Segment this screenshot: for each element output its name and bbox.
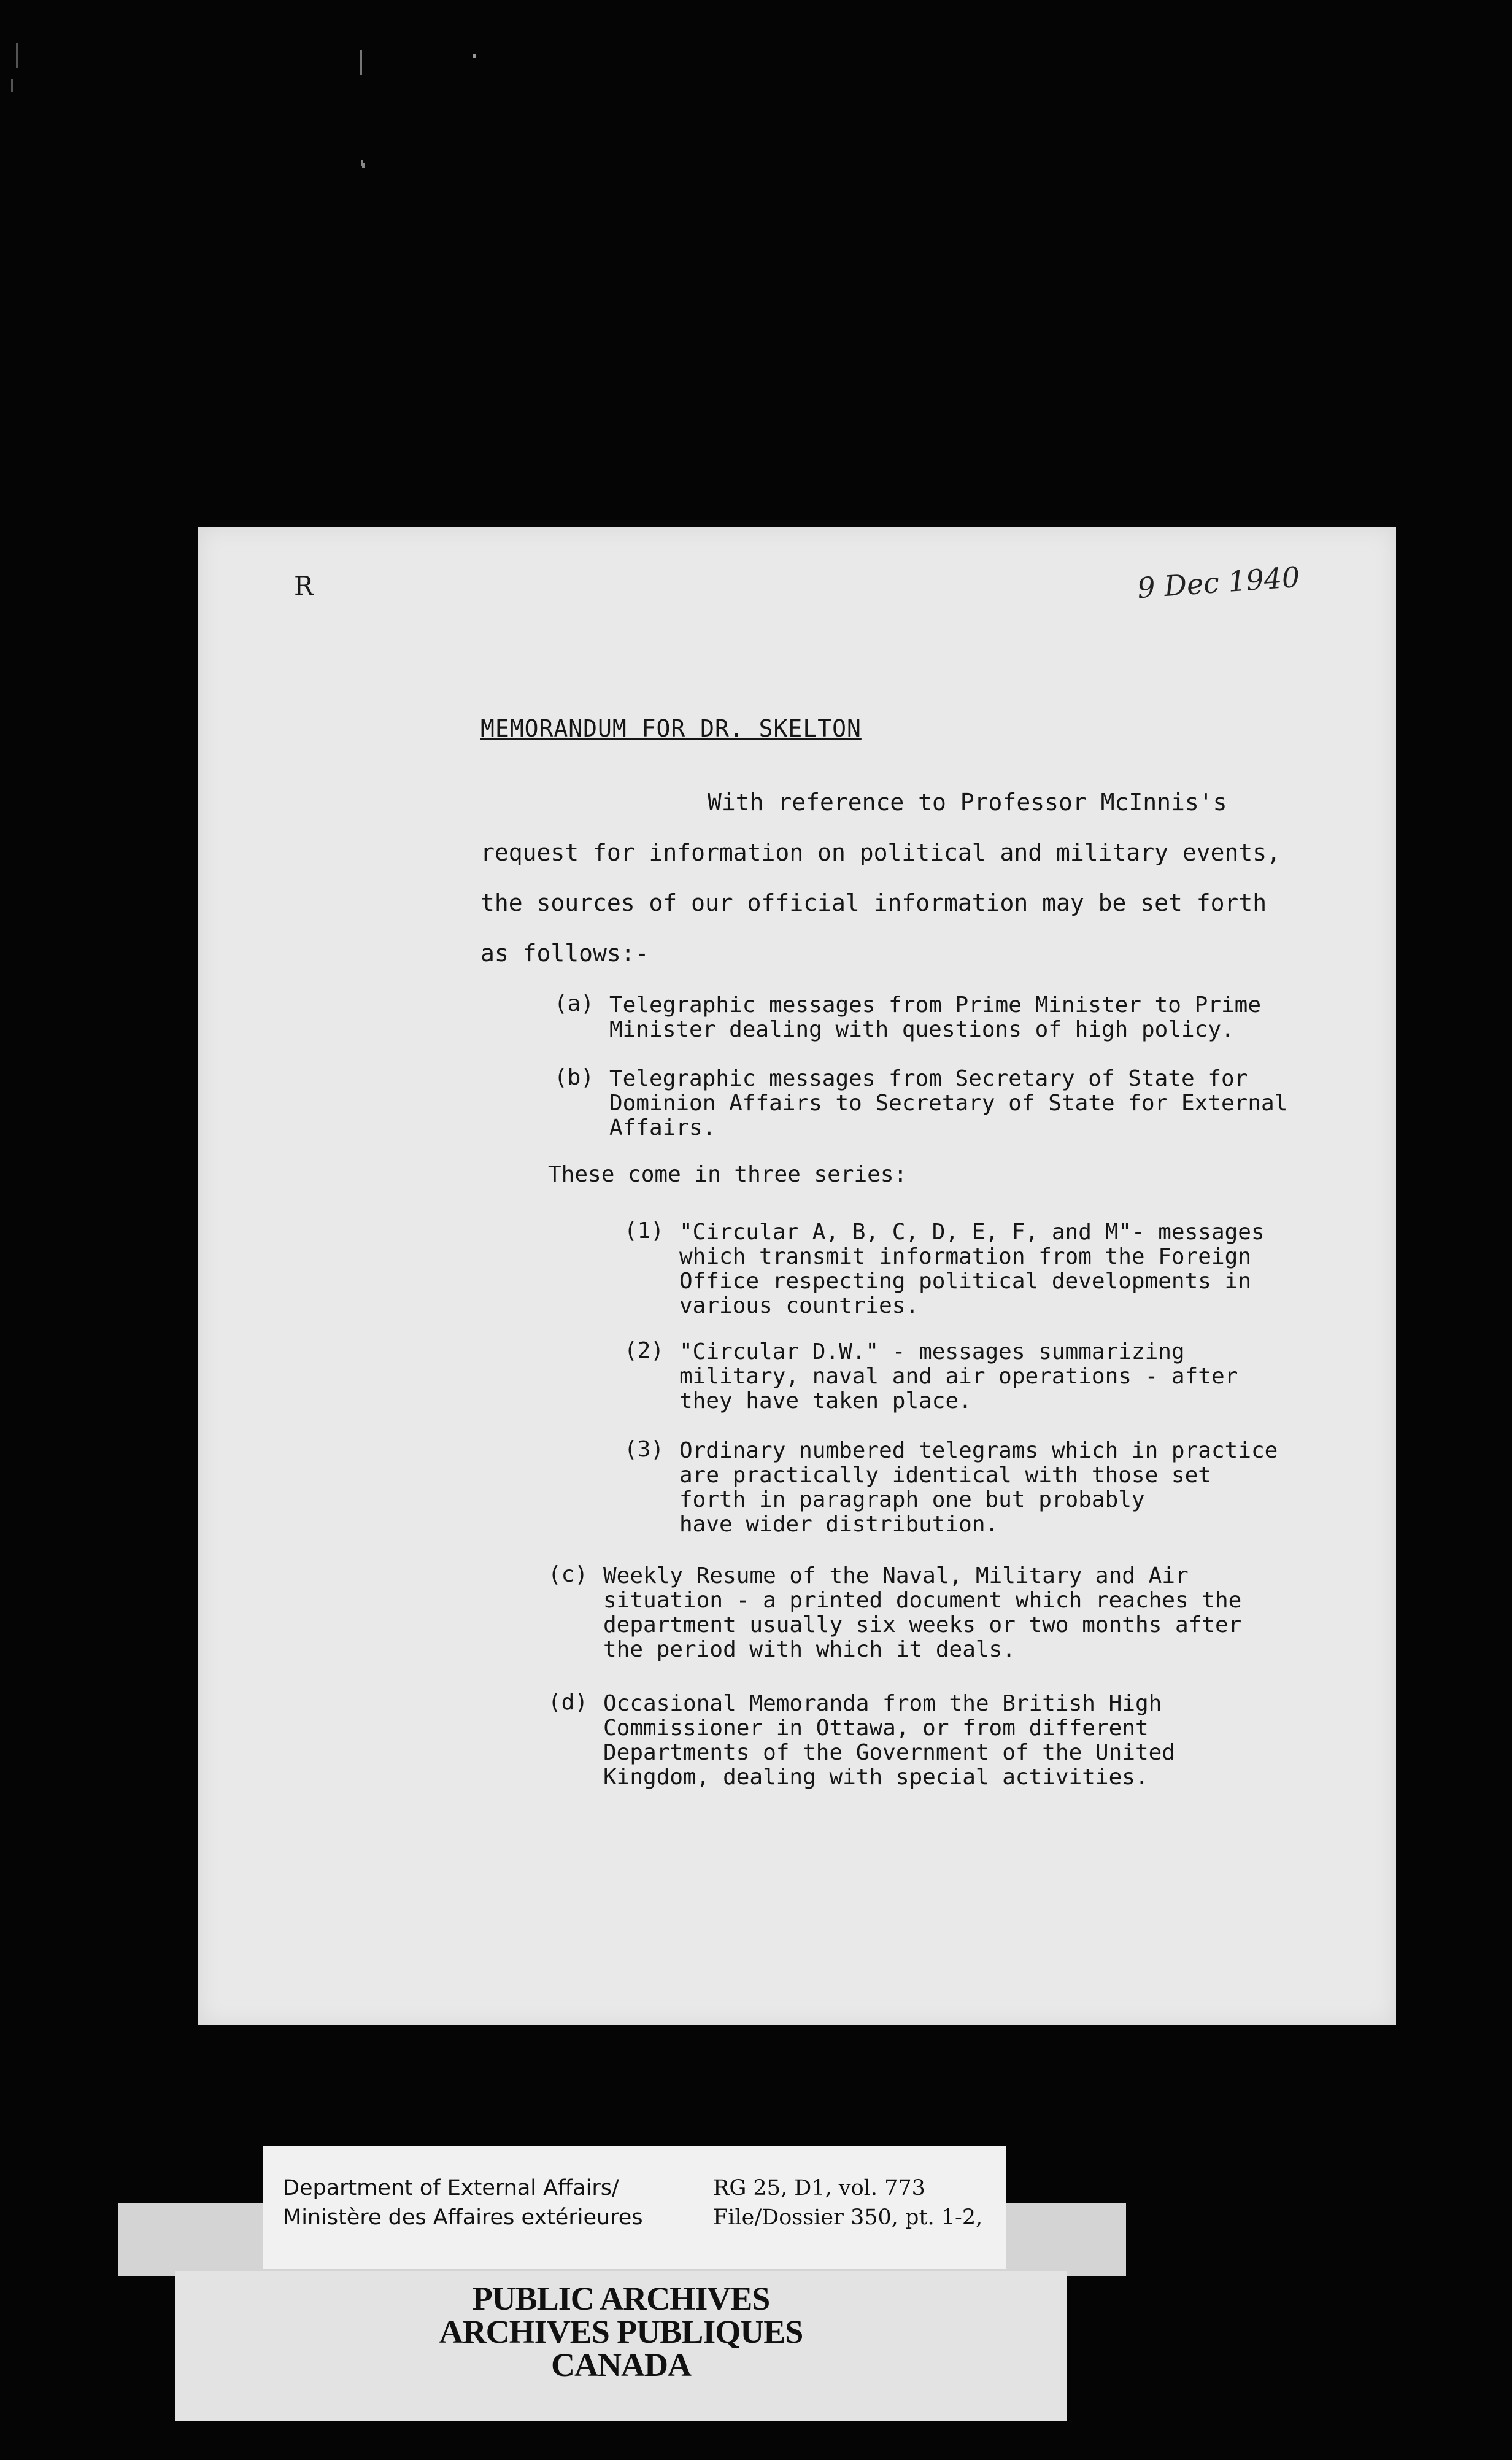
handwritten-date: 9 Dec 1940 (1136, 560, 1302, 605)
item-line: Telegraphic messages from Prime Minister to Prime (609, 992, 1262, 1018)
archive-stamp (176, 2271, 1066, 2421)
dept-name-fr: Ministère des Affaires extérieures (283, 2205, 643, 2230)
file-ref: File/Dossier 350, pt. 1-2, (713, 2205, 983, 2230)
item-line: Occasional Memoranda from the British High (603, 1691, 1162, 1716)
item-line: various countries. (679, 1293, 919, 1318)
memo-heading: MEMORANDUM FOR DR. SKELTON (480, 715, 862, 742)
item-line: Departments of the Government of the United (603, 1740, 1175, 1765)
intro-paragraph (480, 791, 1364, 992)
item-label: (b) (554, 1065, 595, 1090)
item-label: (3) (624, 1437, 665, 1462)
item-line: Kingdom, dealing with special activities. (603, 1765, 1149, 1790)
item-line: which transmit information from the Foreign (679, 1244, 1251, 1269)
item-label: (d) (548, 1690, 588, 1715)
item-line: have wider distribution. (679, 1512, 999, 1537)
intro-line: as follows:- (480, 940, 649, 967)
series-intro: These come in three series: (548, 1162, 908, 1187)
stamp-line: ARCHIVES PUBLIQUES (439, 2313, 803, 2350)
item-line: the period with which it deals. (603, 1637, 1016, 1662)
memo-page (198, 527, 1396, 2025)
item-line: Weekly Resume of the Naval, Military and Air (603, 1563, 1189, 1588)
item-label: (c) (548, 1562, 588, 1587)
intro-line: request for information on political and military events, (480, 839, 1281, 866)
dept-name-en: Department of External Affairs/ (283, 2176, 619, 2200)
item-line: military, naval and air operations - after (679, 1364, 1238, 1389)
item-line: they have taken place. (679, 1388, 972, 1414)
intro-line: the sources of our official information may be set forth (480, 889, 1267, 916)
item-line: Affairs. (609, 1115, 716, 1140)
stamp-line: PUBLIC ARCHIVES (472, 2280, 770, 2317)
item-label: (1) (624, 1218, 665, 1244)
item-line: forth in paragraph one but probably (679, 1487, 1145, 1512)
item-line: "Circular A, B, C, D, E, F, and M"- messages (679, 1220, 1265, 1245)
item-line: Telegraphic messages from Secretary of State for (609, 1066, 1248, 1091)
intro-line: With reference to Professor McInnis's (708, 789, 1227, 816)
item-line: "Circular D.W." - messages summarizing (679, 1339, 1185, 1364)
item-line: department usually six weeks or two months after (603, 1612, 1242, 1638)
item-line: Commissioner in Ottawa, or from different (603, 1715, 1149, 1741)
archive-reference-label (263, 2146, 1006, 2269)
item-label: (a) (554, 991, 595, 1016)
item-line: Office respecting political developments in (679, 1269, 1251, 1294)
stamp-line: CANADA (551, 2346, 691, 2383)
item-line: Ordinary numbered telegrams which in practice (679, 1438, 1278, 1463)
item-line: Minister dealing with questions of high policy. (609, 1017, 1235, 1042)
item-label: (2) (624, 1338, 665, 1363)
record-group-ref: RG 25, D1, vol. 773 (713, 2176, 925, 2200)
item-line: are practically identical with those set (679, 1463, 1211, 1488)
item-line: Dominion Affairs to Secretary of State for External (609, 1091, 1288, 1116)
item-line: situation - a printed document which reaches the (603, 1588, 1242, 1613)
corner-mark: R (294, 571, 314, 601)
